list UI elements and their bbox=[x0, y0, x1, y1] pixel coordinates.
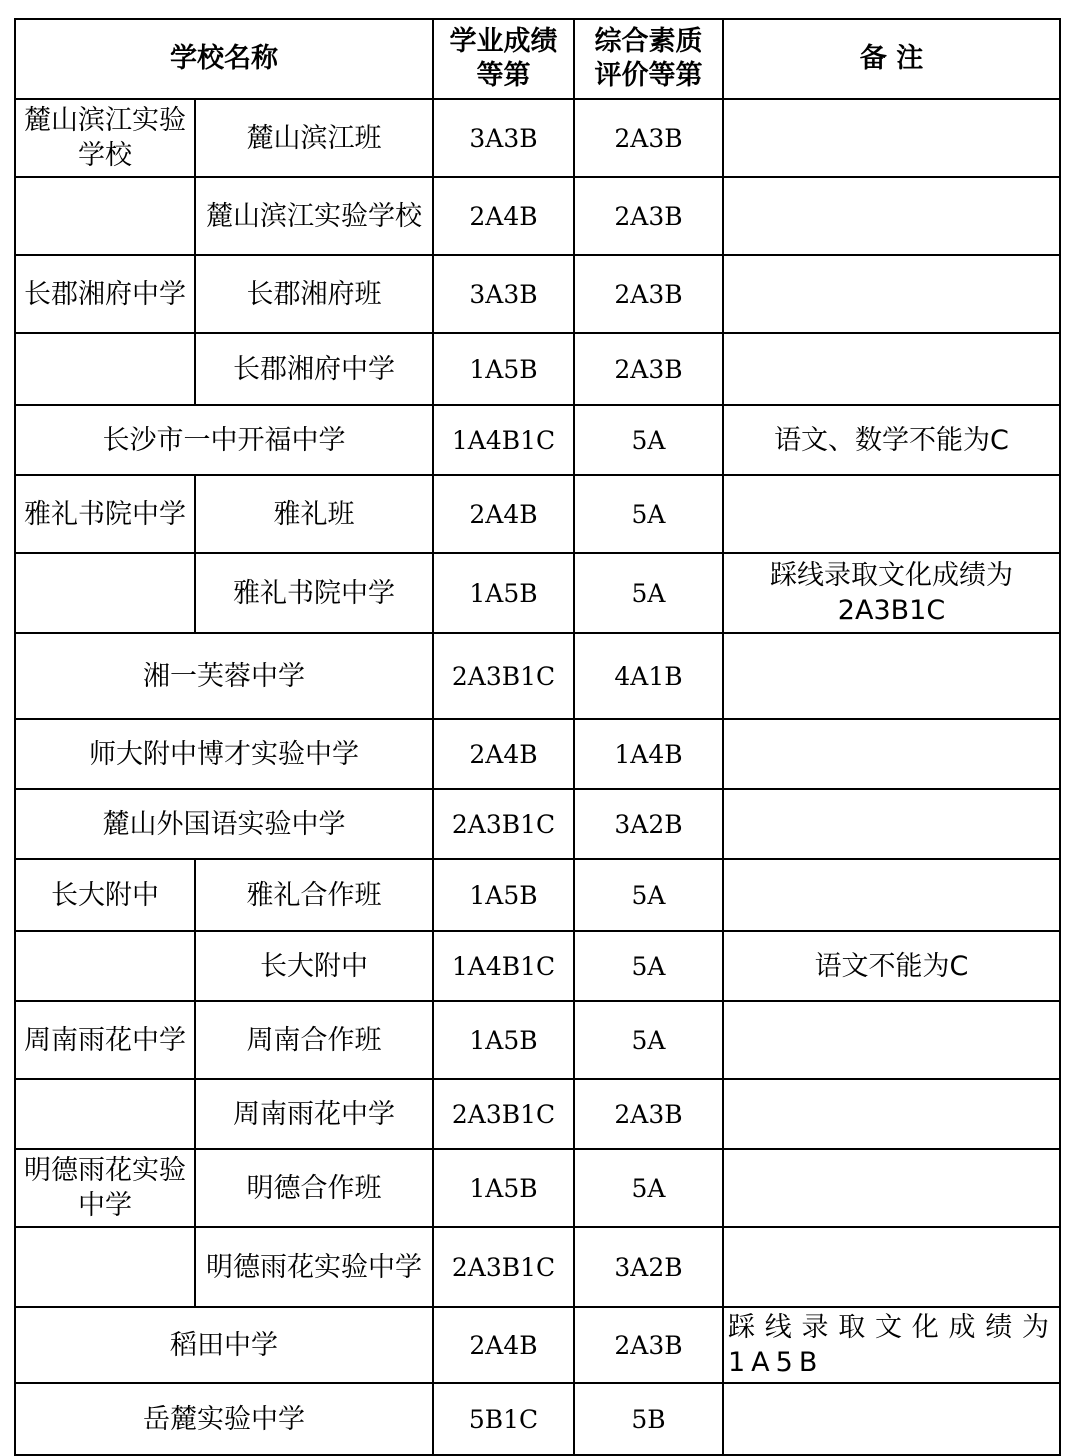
academic-grade-cell: 2A3B1C bbox=[433, 789, 574, 859]
school-name-cell: 湘一芙蓉中学 bbox=[15, 633, 433, 719]
school-sub-cell: 明德雨花实验中学 bbox=[195, 1227, 433, 1307]
academic-grade-cell: 1A5B bbox=[433, 1001, 574, 1079]
header-academic-grade-text: 学业成绩 等第 bbox=[449, 26, 558, 91]
school-sub-cell: 雅礼班 bbox=[195, 475, 433, 553]
header-notes: 备 注 bbox=[723, 19, 1060, 99]
note-cell bbox=[723, 333, 1060, 405]
header-academic-grade bbox=[433, 19, 574, 99]
note-cell bbox=[723, 1079, 1060, 1149]
academic-grade-cell: 2A3B1C bbox=[433, 1227, 574, 1307]
school-group-cell: 长大附中 bbox=[15, 859, 195, 931]
academic-grade-cell: 2A4B bbox=[433, 1307, 574, 1383]
academic-grade-cell: 3A3B bbox=[433, 99, 574, 177]
school-group-cell: 雅礼书院中学 bbox=[15, 475, 195, 553]
table-row bbox=[15, 1149, 1060, 1227]
comprehensive-grade-cell: 5A bbox=[574, 931, 723, 1001]
note-cell bbox=[723, 1149, 1060, 1227]
school-sub-cell: 周南雨花中学 bbox=[195, 1079, 433, 1149]
note-cell: 踩线录取文化成绩为2A3B1C bbox=[723, 553, 1060, 633]
academic-grade-cell: 1A4B1C bbox=[433, 405, 574, 475]
table-body bbox=[15, 99, 1060, 1455]
school-group-cell bbox=[15, 553, 195, 633]
comprehensive-grade-cell: 2A3B bbox=[574, 255, 723, 333]
table-row bbox=[15, 633, 1060, 719]
table-row bbox=[15, 333, 1060, 405]
note-cell bbox=[723, 859, 1060, 931]
header-school-name: 学校名称 bbox=[15, 19, 433, 99]
comprehensive-grade-cell: 5A bbox=[574, 405, 723, 475]
table-row bbox=[15, 1079, 1060, 1149]
academic-grade-cell: 2A4B bbox=[433, 475, 574, 553]
comprehensive-grade-cell: 2A3B bbox=[574, 333, 723, 405]
school-sub-cell: 明德合作班 bbox=[195, 1149, 433, 1227]
academic-grade-cell: 2A4B bbox=[433, 719, 574, 789]
comprehensive-grade-cell: 5A bbox=[574, 475, 723, 553]
table-row bbox=[15, 255, 1060, 333]
note-cell bbox=[723, 789, 1060, 859]
school-sub-cell: 麓山滨江班 bbox=[195, 99, 433, 177]
comprehensive-grade-cell: 2A3B bbox=[574, 177, 723, 255]
table-row bbox=[15, 99, 1060, 177]
table-row bbox=[15, 553, 1060, 633]
comprehensive-grade-cell: 5A bbox=[574, 859, 723, 931]
academic-grade-cell: 3A3B bbox=[433, 255, 574, 333]
school-name-cell: 岳麓实验中学 bbox=[15, 1383, 433, 1455]
table-row bbox=[15, 1307, 1060, 1383]
academic-grade-cell: 2A3B1C bbox=[433, 1079, 574, 1149]
comprehensive-grade-cell: 5A bbox=[574, 553, 723, 633]
school-sub-cell: 周南合作班 bbox=[195, 1001, 433, 1079]
note-cell: 踩线录取文化成绩为1A5B bbox=[723, 1307, 1060, 1383]
table-row bbox=[15, 1383, 1060, 1455]
table-row bbox=[15, 931, 1060, 1001]
header-comprehensive-grade bbox=[574, 19, 723, 99]
note-cell bbox=[723, 1001, 1060, 1079]
table-row bbox=[15, 405, 1060, 475]
note-cell bbox=[723, 255, 1060, 333]
table-header-row bbox=[15, 19, 1060, 99]
table-row bbox=[15, 475, 1060, 553]
table-row bbox=[15, 789, 1060, 859]
school-sub-cell: 麓山滨江实验学校 bbox=[195, 177, 433, 255]
academic-grade-cell: 1A5B bbox=[433, 553, 574, 633]
note-cell bbox=[723, 633, 1060, 719]
school-group-cell bbox=[15, 931, 195, 1001]
comprehensive-grade-cell: 1A4B bbox=[574, 719, 723, 789]
header-comprehensive-grade-text: 综合素质 评价等第 bbox=[594, 26, 703, 91]
comprehensive-grade-cell: 4A1B bbox=[574, 633, 723, 719]
academic-grade-cell: 1A5B bbox=[433, 859, 574, 931]
school-sub-cell: 长郡湘府中学 bbox=[195, 333, 433, 405]
academic-grade-cell: 2A3B1C bbox=[433, 633, 574, 719]
school-sub-cell: 长郡湘府班 bbox=[195, 255, 433, 333]
academic-grade-cell: 1A5B bbox=[433, 333, 574, 405]
school-name-cell: 稻田中学 bbox=[15, 1307, 433, 1383]
school-group-cell: 明德雨花实验中学 bbox=[15, 1149, 195, 1227]
note-cell bbox=[723, 1383, 1060, 1455]
school-group-cell bbox=[15, 333, 195, 405]
comprehensive-grade-cell: 2A3B bbox=[574, 99, 723, 177]
comprehensive-grade-cell: 3A2B bbox=[574, 1227, 723, 1307]
table-row bbox=[15, 177, 1060, 255]
school-name-cell: 师大附中博才实验中学 bbox=[15, 719, 433, 789]
school-sub-cell: 雅礼合作班 bbox=[195, 859, 433, 931]
school-group-cell: 麓山滨江实验学校 bbox=[15, 99, 195, 177]
note-cell: 语文、数学不能为C bbox=[723, 405, 1060, 475]
note-cell bbox=[723, 177, 1060, 255]
comprehensive-grade-cell: 5B bbox=[574, 1383, 723, 1455]
academic-grade-cell: 5B1C bbox=[433, 1383, 574, 1455]
academic-grade-cell: 1A4B1C bbox=[433, 931, 574, 1001]
admission-grade-table bbox=[14, 18, 1061, 1456]
comprehensive-grade-cell: 2A3B bbox=[574, 1307, 723, 1383]
comprehensive-grade-cell: 5A bbox=[574, 1149, 723, 1227]
comprehensive-grade-cell: 3A2B bbox=[574, 789, 723, 859]
school-group-cell bbox=[15, 177, 195, 255]
school-name-cell: 麓山外国语实验中学 bbox=[15, 789, 433, 859]
note-cell: 语文不能为C bbox=[723, 931, 1060, 1001]
table-row bbox=[15, 859, 1060, 931]
table-row bbox=[15, 1227, 1060, 1307]
school-group-cell bbox=[15, 1079, 195, 1149]
school-sub-cell: 雅礼书院中学 bbox=[195, 553, 433, 633]
school-name-cell: 长沙市一中开福中学 bbox=[15, 405, 433, 475]
comprehensive-grade-cell: 5A bbox=[574, 1001, 723, 1079]
comprehensive-grade-cell: 2A3B bbox=[574, 1079, 723, 1149]
school-sub-cell: 长大附中 bbox=[195, 931, 433, 1001]
note-cell bbox=[723, 719, 1060, 789]
note-cell bbox=[723, 99, 1060, 177]
academic-grade-cell: 1A5B bbox=[433, 1149, 574, 1227]
note-cell bbox=[723, 1227, 1060, 1307]
table-row bbox=[15, 719, 1060, 789]
school-group-cell: 长郡湘府中学 bbox=[15, 255, 195, 333]
note-cell bbox=[723, 475, 1060, 553]
school-group-cell: 周南雨花中学 bbox=[15, 1001, 195, 1079]
school-group-cell bbox=[15, 1227, 195, 1307]
academic-grade-cell: 2A4B bbox=[433, 177, 574, 255]
table-row bbox=[15, 1001, 1060, 1079]
